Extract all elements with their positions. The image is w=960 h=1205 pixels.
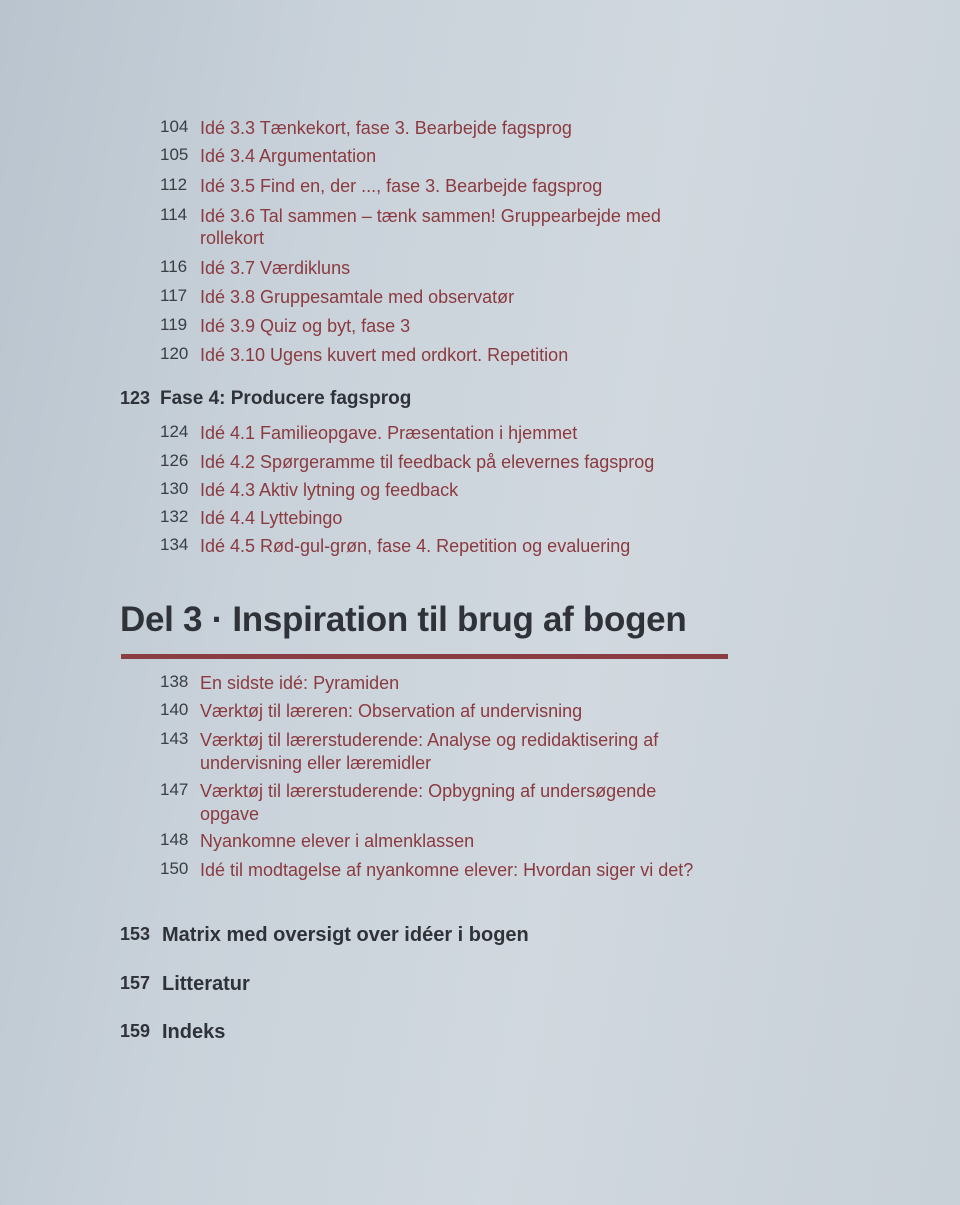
entry-title: Idé 3.5 Find en, der ..., fase 3. Bearbejde fagsprog [200, 176, 603, 196]
page-number: 112 [160, 175, 188, 194]
entry-title: Værktøj til lærerstuderende: Analyse og redidaktisering af undervisning eller læremidler [200, 730, 659, 773]
toc-entry [160, 672, 399, 695]
page-number: 104 [160, 117, 189, 136]
page-number: 130 [160, 479, 189, 498]
toc-entry [160, 451, 654, 473]
page-number: 119 [160, 315, 188, 334]
entry-title: Idé 4.1 Familieopgave. Præsentation i hjemmet [200, 423, 578, 443]
entry-title: Idé til modtagelse af nyankomne elever: Hvordan siger vi det? [200, 860, 694, 880]
toc-entry [160, 117, 572, 139]
page-number: 157 [120, 973, 151, 993]
page-number: 134 [160, 535, 189, 554]
page-number: 138 [160, 672, 189, 691]
page-number: 143 [160, 729, 189, 748]
page-number: 148 [160, 830, 189, 849]
page-number: 123 [120, 388, 151, 408]
entry-title: Litteratur [162, 973, 250, 995]
toc-entry [160, 479, 458, 501]
entry-title: Idé 3.6 Tal sammen – tænk sammen! Gruppearbejde med rollekort [200, 206, 661, 248]
page-number: 114 [160, 205, 188, 224]
toc-entry [160, 535, 630, 557]
page-number: 117 [160, 286, 188, 305]
page-number: 124 [160, 422, 189, 441]
page-number: 147 [160, 780, 189, 799]
entry-title: Idé 3.7 Værdikluns [200, 258, 351, 278]
toc-entry [160, 780, 690, 826]
toc-phase-heading [120, 388, 411, 410]
part-3-heading: Del 3 · Inspiration til brug af bogen [120, 600, 687, 639]
toc-entry [160, 205, 680, 249]
entry-title: Nyankomne elever i almenklassen [200, 831, 475, 851]
entry-title: Matrix med oversigt over idéer i bogen [162, 924, 529, 946]
entry-title: Idé 3.9 Quiz og byt, fase 3 [200, 316, 411, 336]
entry-title: Idé 3.10 Ugens kuvert med ordkort. Repetition [200, 345, 569, 365]
toc-entry [160, 729, 700, 775]
toc-entry [160, 286, 514, 308]
toc-entry [160, 507, 342, 529]
heading-rule [121, 654, 728, 659]
toc-entry [160, 700, 582, 723]
entry-title: En sidste idé: Pyramiden [200, 673, 400, 693]
page-number: 105 [160, 145, 189, 164]
toc-entry [160, 422, 577, 444]
toc-entry [160, 315, 410, 337]
toc-major-entry [120, 924, 529, 947]
toc-entry [160, 344, 568, 366]
entry-title: Idé 3.3 Tænkekort, fase 3. Bearbejde fagsprog [200, 118, 572, 138]
toc-entry [160, 859, 693, 882]
page-number: 132 [160, 507, 189, 526]
toc-entry [160, 257, 350, 279]
page-number: 153 [120, 924, 151, 944]
page-number: 140 [160, 700, 189, 719]
toc-entry [160, 145, 376, 167]
entry-title: Idé 3.4 Argumentation [200, 146, 377, 166]
entry-title: Idé 4.5 Rød-gul-grøn, fase 4. Repetition og evaluering [200, 536, 631, 556]
toc-major-entry [120, 1021, 225, 1044]
toc-entry [160, 830, 474, 853]
toc-major-entry [120, 973, 250, 996]
toc-entry [160, 175, 602, 197]
entry-title: Værktøj til lærerstuderende: Opbygning af undersøgende opgave [200, 781, 657, 824]
entry-title: Indeks [162, 1021, 226, 1043]
phase-title: Fase 4: Producere fagsprog [160, 388, 412, 409]
page-number: 150 [160, 859, 189, 878]
page-number: 159 [120, 1021, 151, 1041]
entry-title: Værktøj til læreren: Observation af undervisning [200, 701, 583, 721]
page-number: 116 [160, 257, 188, 276]
entry-title: Idé 3.8 Gruppesamtale med observatør [200, 287, 515, 307]
entry-title: Idé 4.3 Aktiv lytning og feedback [200, 480, 459, 500]
entry-title: Idé 4.2 Spørgeramme til feedback på elevernes fagsprog [200, 452, 655, 472]
page-number: 126 [160, 451, 189, 470]
entry-title: Idé 4.4 Lyttebingo [200, 508, 343, 528]
page-number: 120 [160, 344, 189, 363]
